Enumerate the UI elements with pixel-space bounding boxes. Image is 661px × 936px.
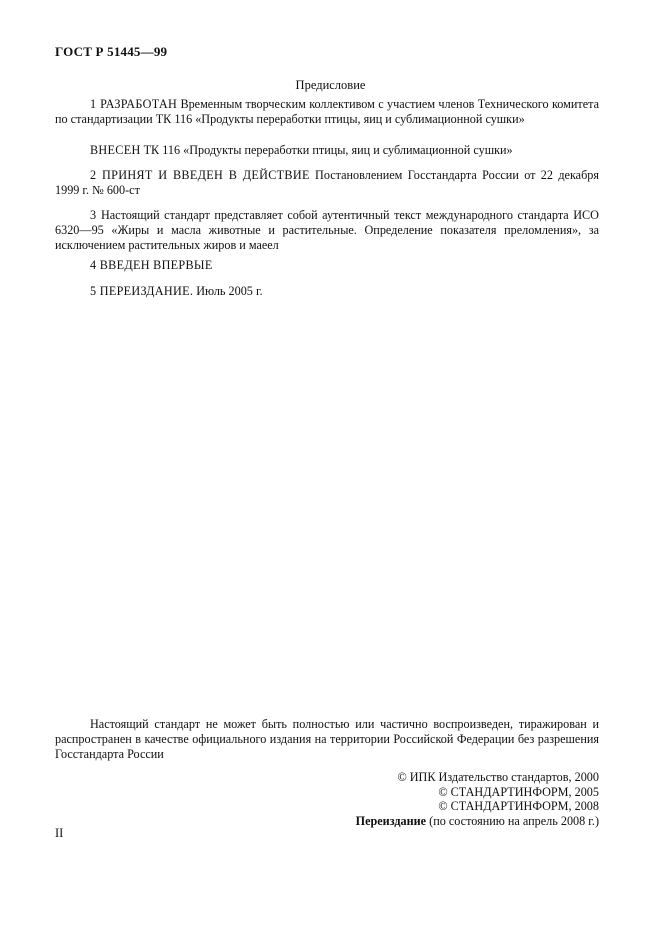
- preface-item-lead: 1 РАЗРАБОТАН: [90, 97, 178, 111]
- reissue-label: Переиздание: [355, 813, 427, 828]
- document-code: ГОСТ Р 51445—99: [55, 44, 168, 59]
- preface-item-text: ТК 116 «Продукты переработки птицы, яиц и сублимационной сушки»: [140, 143, 513, 157]
- preface-item-5: [55, 284, 599, 299]
- preface-item-4: [55, 258, 599, 273]
- page-number: II: [55, 826, 64, 840]
- copyright-line: © СТАНДАРТИНФОРМ, 2008: [438, 799, 599, 813]
- preface-item-lead: 3: [90, 208, 97, 222]
- reissue-line: [356, 814, 599, 829]
- preface-item-lead: ВНЕСЕН: [90, 143, 141, 157]
- copyright-block: [356, 770, 599, 828]
- preface-item-text: Постановлением Госстандарта России от 22 декабря 1999 г. № 600-ст: [55, 168, 599, 197]
- preface-item-2: [55, 168, 599, 198]
- preface-item-lead: 4 ВВЕДЕН ВПЕРВЫЕ: [90, 258, 213, 272]
- reproduction-notice: Настоящий стандарт не может быть полностью или частично воспроизведен, тиражирован и распространен в качестве официального издания на территории Российской Федерации без разрешения Госстандарта России: [55, 717, 599, 761]
- preface-item-introduced: [55, 143, 599, 158]
- preface-title: Предисловие: [295, 78, 366, 92]
- preface-item-text: Июль 2005 г.: [193, 284, 263, 298]
- preface-item-1: [55, 97, 599, 127]
- copyright-line: © СТАНДАРТИНФОРМ, 2005: [438, 784, 599, 799]
- reissue-text: (по состоянию на апрель 2008 г.): [426, 813, 599, 828]
- preface-item-3: [55, 208, 599, 253]
- preface-item-text: Временным творческим коллективом с участием членов Технического комитета по стандартизации ТК 116 «Продукты переработки птицы, яиц и сублимационной сушки»: [55, 97, 599, 126]
- copyright-line: © ИПК Издательство стандартов, 2000: [397, 770, 599, 784]
- preface-item-lead: 2 ПРИНЯТ И ВВЕДЕН В ДЕЙСТВИЕ: [90, 168, 310, 182]
- preface-item-text: Настоящий стандарт представляет собой аутентичный текст международного стандарта ИСО 6320—95 «Жиры и масла животные и растительные. Определение показателя преломления», за исключением растительных жиров и маеел: [55, 208, 599, 252]
- preface-item-lead: 5 ПЕРЕИЗДАНИЕ.: [90, 284, 194, 298]
